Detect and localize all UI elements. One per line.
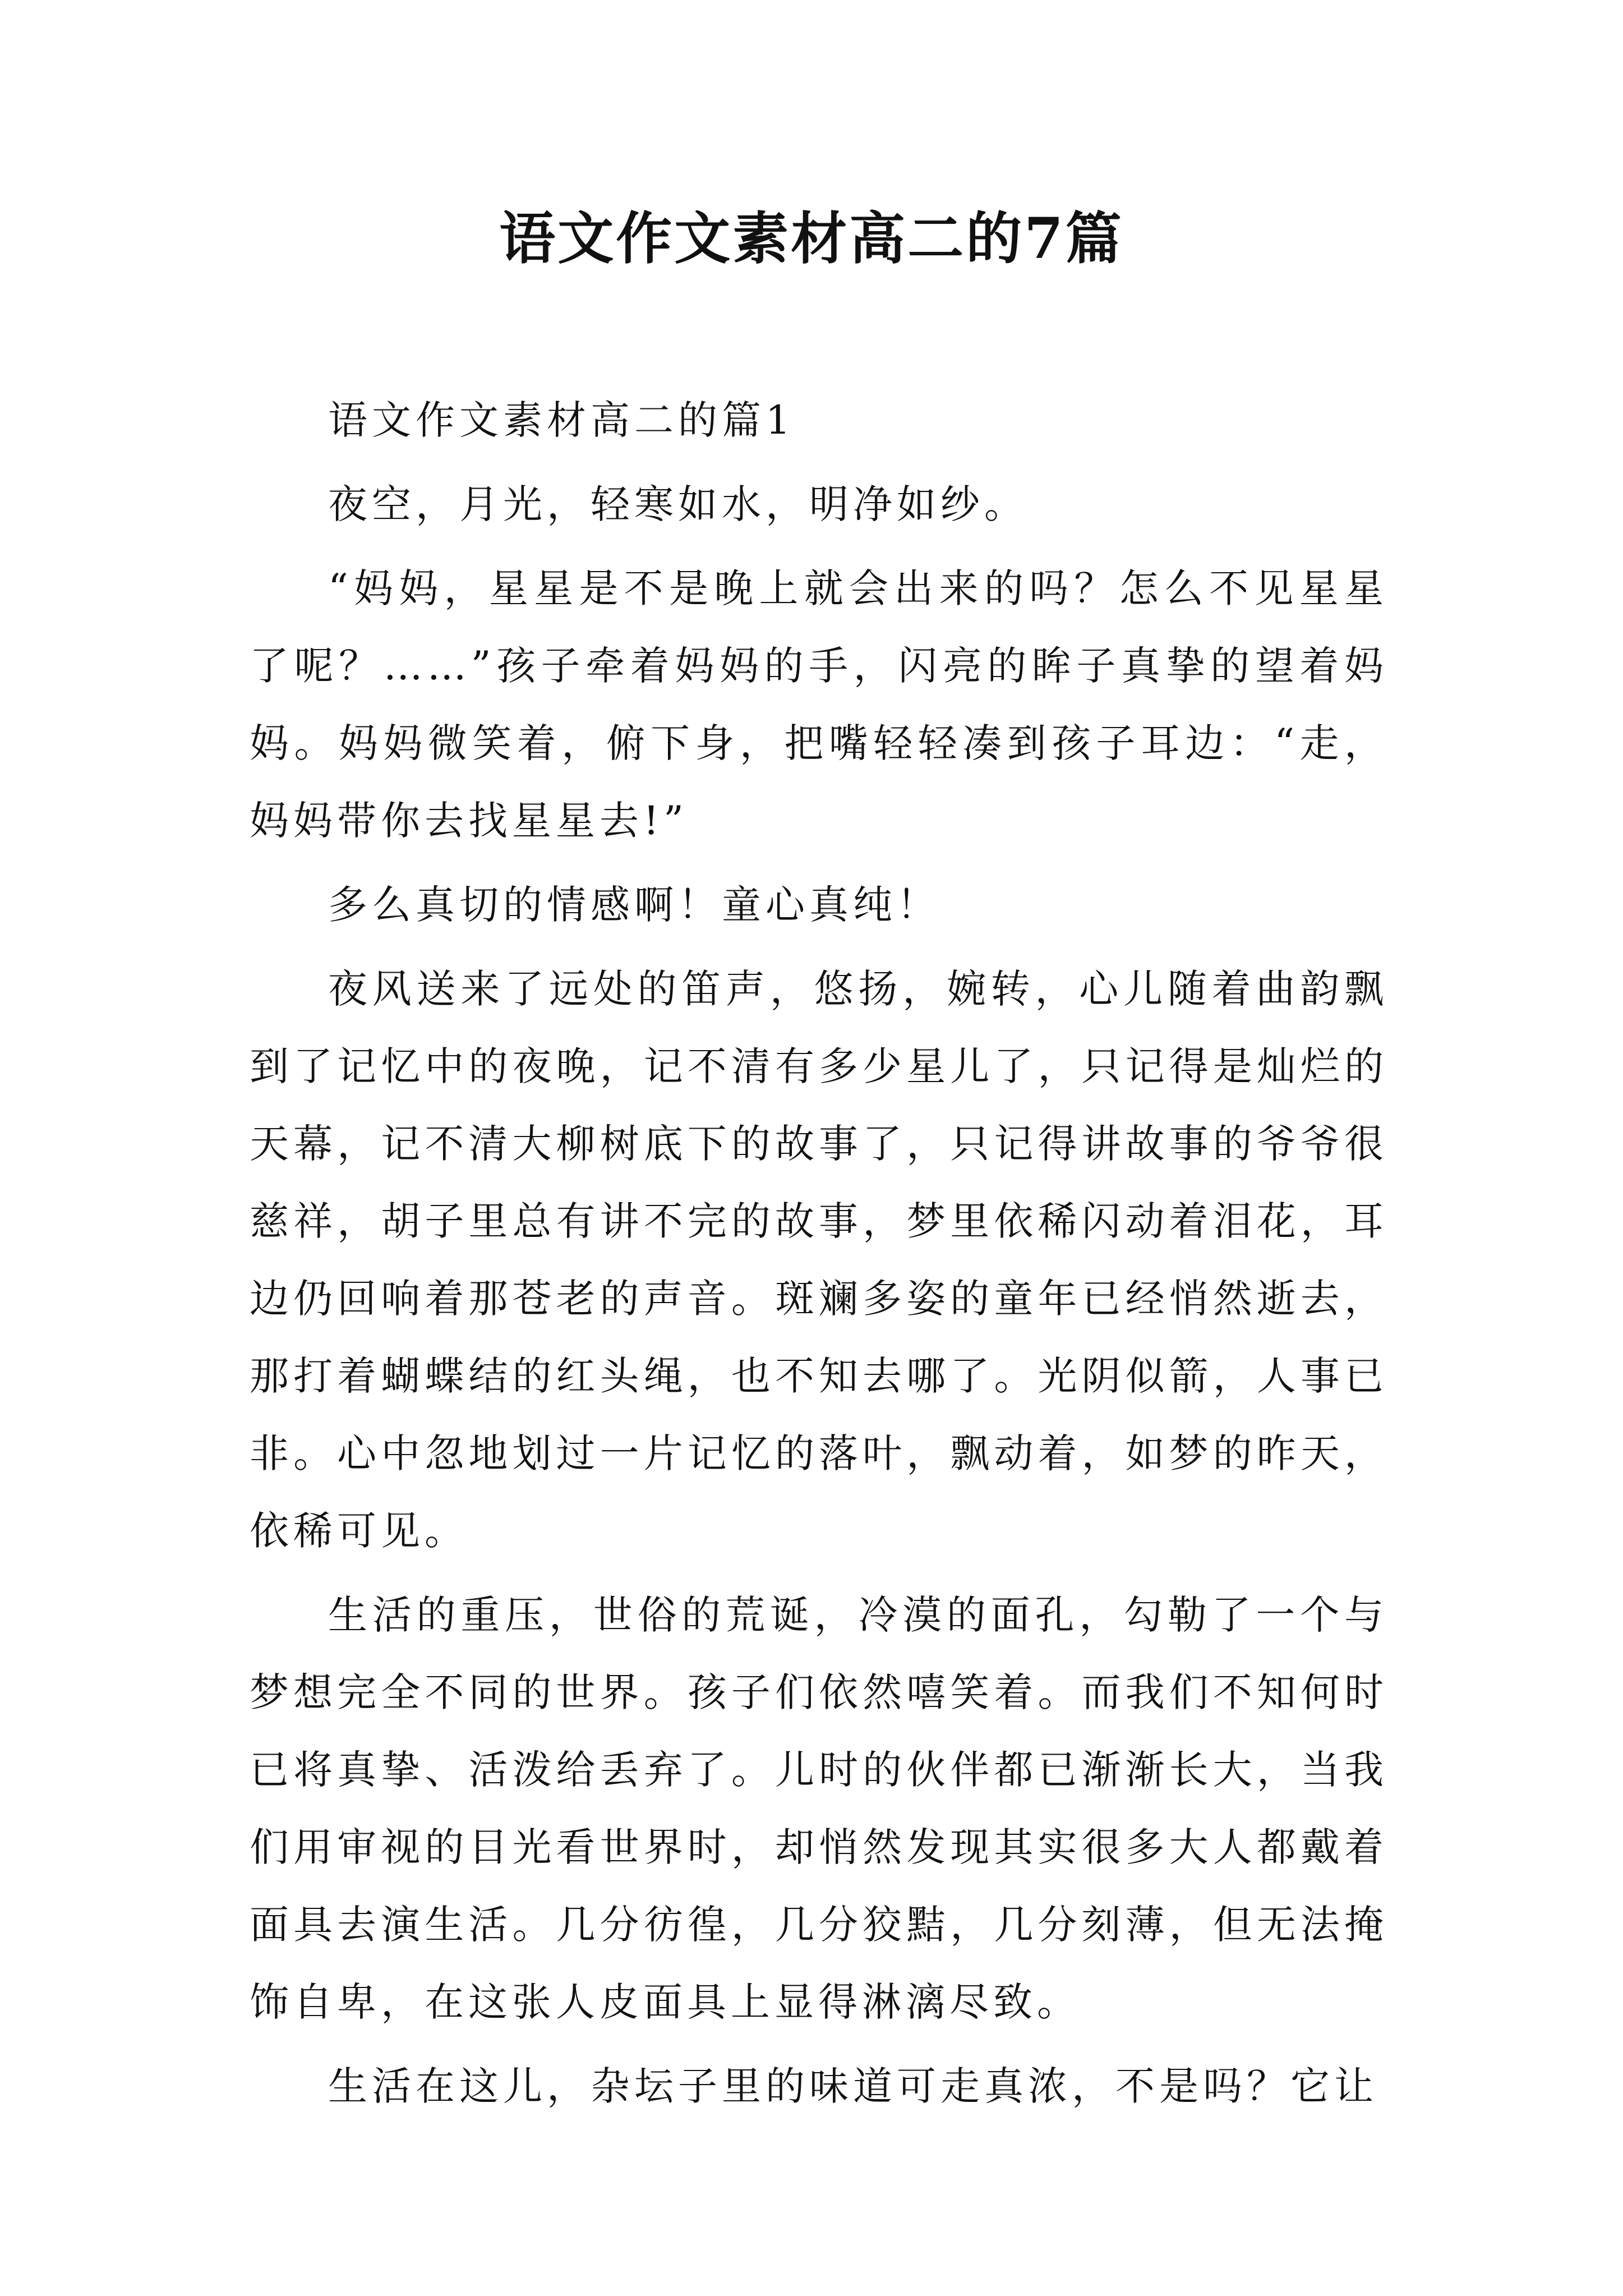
paragraph: 生活在这儿，杂坛子里的味道可走真浓，不是吗？它让 (328, 2063, 1378, 2109)
paragraph: 多么真切的情感啊！童心真纯！ (328, 882, 940, 928)
document-body (250, 381, 1388, 2132)
paragraph: 夜风送来了远处的笛声，悠扬，婉转，心儿随着曲韵飘到了记忆中的夜晚，记不清有多少星儿了，只记得是灿烂的天幕，记不清大柳树底下的故事了，只记得讲故事的爷爷很慈祥，胡子里总有讲不完的故事，梦里依稀闪动着泪花，耳边仍回响着那苍老的声音。斑斓多姿的童年已经悄然逝去，那打着蝴蝶结的红头绳，也不知去哪了。光阴似箭，人事已非。心中忽地划过一片记忆的落叶，飘动着，如梦的昨天，依稀可见。 (250, 966, 1388, 1554)
paragraph: “妈妈，星星是不是晚上就会出来的吗？怎么不见星星了呢？……”孩子牵着妈妈的手，闪亮的眸子真挚的望着妈妈。妈妈微笑着，俯下身，把嘴轻轻凑到孩子耳边：“走，妈妈带你去找星星去!” (250, 565, 1388, 844)
paragraph: 生活的重压，世俗的荒诞，冷漠的面孔，勾勒了一个与梦想完全不同的世界。孩子们依然嘻笑着。而我们不知何时已将真挚、活泼给丢弃了。儿时的伙伴都已渐渐长大，当我们用审视的目光看世界时，却悄然发现其实很多大人都戴着面具去演生活。几分彷徨，几分狡黠，几分刻薄，但无法掩饰自卑，在这张人皮面具上显得淋漓尽致。 (250, 1592, 1388, 2025)
paragraph: 夜空，月光，轻寒如水，明净如纱。 (328, 481, 1028, 527)
document-title: 语文作文素材高二的7篇 (499, 205, 1124, 272)
section-heading: 语文作文素材高二的篇1 (328, 397, 795, 443)
